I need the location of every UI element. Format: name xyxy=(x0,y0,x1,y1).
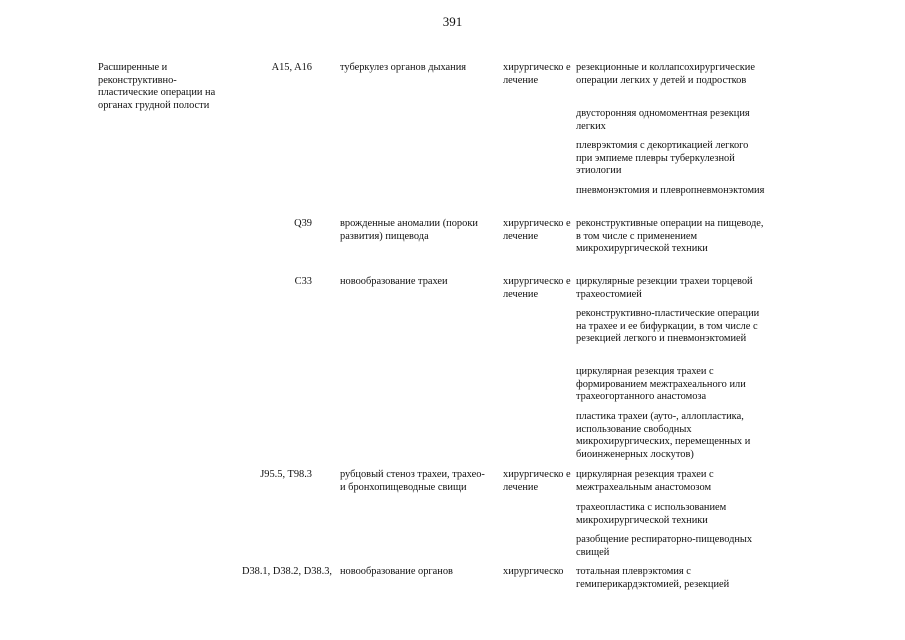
diagnosis: новообразование трахеи xyxy=(340,276,448,287)
diagnosis: туберкулез органов дыхания xyxy=(340,62,467,73)
diagnosis: новообразование органов xyxy=(340,566,453,577)
method: циркулярные резекции трахеи торцевой трахеостомией xyxy=(576,276,753,300)
diagnosis: врожденные аномалии (пороки развития) пищевода xyxy=(340,218,478,242)
method: тотальная плеврэктомия с гемиперикардэктомией, резекцией xyxy=(576,566,730,590)
method: циркулярная резекция трахеи с формированием межтрахеального или трахеогортанного анастомоза xyxy=(576,366,746,403)
method: трахеопластика с использованием микрохирургической техники xyxy=(576,502,727,526)
icd-code: D38.1, D38.2, D38.3, xyxy=(241,566,332,577)
method: разобщение респираторно-пищеводных свищей xyxy=(576,534,753,558)
treatment-type: хирургическо е лечение xyxy=(503,469,571,493)
method: пластика трахеи (ауто-, аллопластика, использование свободных микрохирургических, перемещенных и биоинженерных лоскутов) xyxy=(576,411,751,460)
icd-code: J95.5, T98.3 xyxy=(260,469,312,480)
treatment-type: хирургическо е лечение xyxy=(503,62,571,86)
method: реконструктивно-пластические операции на трахее и ее бифуркации, в том числе с резекцией легкого и пневмонэктомией xyxy=(576,308,760,345)
method: двусторонняя одномоментная резекция легких xyxy=(576,108,750,132)
method: реконструктивные операции на пищеводе, в том числе с применением микрохирургической техники xyxy=(576,218,764,255)
icd-code: A15, A16 xyxy=(271,62,312,73)
diagnosis: рубцовый стеноз трахеи, трахео- и бронхопищеводные свищи xyxy=(340,469,485,493)
method: пневмонэктомия и плевропневмонэктомия xyxy=(576,185,765,196)
icd-code: C33 xyxy=(294,276,312,287)
section-title: Расширенные и реконструктивно-пластические операции на органах грудной полости xyxy=(98,62,216,111)
treatment-type: хирургическо е лечение xyxy=(503,218,571,242)
treatment-type: хирургическо е лечение xyxy=(503,276,571,300)
page-number: 391 xyxy=(442,14,463,29)
icd-code: Q39 xyxy=(294,218,312,229)
method: резекционные и коллапсохирургические операции легких у детей и подростков xyxy=(576,62,755,86)
treatment-type: хирургическо xyxy=(503,566,564,577)
method: плеврэктомия с декортикацией легкого при эмпиеме плевры туберкулезной этиологии xyxy=(576,140,749,177)
method: циркулярная резекция трахеи с межтрахеальным анастомозом xyxy=(576,469,714,493)
